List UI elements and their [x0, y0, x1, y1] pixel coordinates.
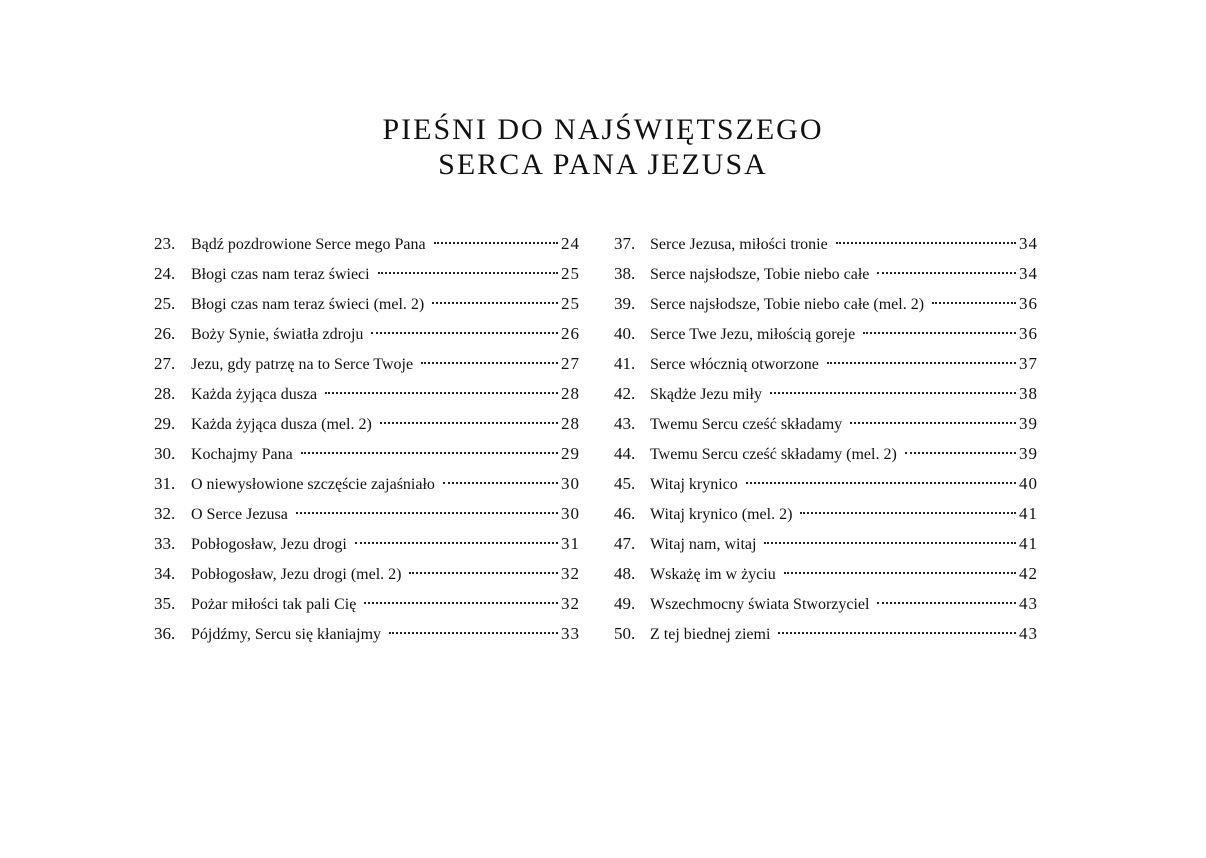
entry-title: Serce Twe Jezu, miłością goreje — [650, 326, 856, 343]
toc-entry — [154, 289, 580, 319]
entry-page: 38 — [1019, 384, 1038, 403]
toc-entry — [614, 619, 1038, 649]
dot-leader — [434, 242, 558, 244]
entry-title: Pożar miłości tak pali Cię — [191, 596, 357, 613]
dot-leader — [378, 272, 558, 274]
entry-title: Serce najsłodsze, Tobie niebo całe (mel. 2) — [650, 296, 925, 313]
entry-page: 41 — [1019, 504, 1038, 523]
entry-page: 29 — [561, 444, 580, 463]
entry-number: 39. — [614, 294, 636, 313]
dot-leader — [800, 512, 1016, 514]
dot-leader — [877, 602, 1016, 604]
entry-title: Każda żyjąca dusza — [191, 386, 318, 403]
dot-leader — [778, 632, 1016, 634]
entry-number: 27. — [154, 354, 176, 373]
toc-entry — [614, 499, 1038, 529]
page-title-line-1: PIEŚNI DO NAJŚWIĘTSZEGO — [382, 113, 824, 146]
entry-number: 30. — [154, 444, 176, 463]
entry-page: 43 — [1019, 594, 1038, 613]
entry-page: 32 — [561, 594, 580, 613]
entry-title: Wszechmocny świata Stworzyciel — [650, 596, 870, 613]
toc-entry — [154, 349, 580, 379]
entry-page: 36 — [1019, 294, 1038, 313]
page-title-line-2: SERCA PANA JEZUSA — [438, 148, 768, 181]
toc-entry — [614, 589, 1038, 619]
entry-number: 42. — [614, 384, 636, 403]
entry-title: Jezu, gdy patrzę na to Serce Twoje — [191, 356, 414, 373]
entry-page: 34 — [1019, 264, 1038, 283]
dot-leader — [409, 572, 558, 574]
toc-entry — [154, 259, 580, 289]
entry-number: 36. — [154, 624, 176, 643]
dot-leader — [325, 392, 558, 394]
entry-number: 40. — [614, 324, 636, 343]
entry-title: Z tej biednej ziemi — [650, 626, 771, 643]
toc-entry — [154, 559, 580, 589]
entry-page: 28 — [561, 384, 580, 403]
entry-page: 33 — [561, 624, 580, 643]
entry-page: 31 — [561, 534, 580, 553]
entry-page: 24 — [561, 234, 580, 253]
entry-page: 27 — [561, 354, 580, 373]
entry-title: Twemu Sercu cześć składamy (mel. 2) — [650, 446, 897, 463]
toc-entry — [614, 559, 1038, 589]
entry-number: 43. — [614, 414, 636, 433]
toc-entry — [614, 379, 1038, 409]
dot-leader — [850, 422, 1016, 424]
entry-page: 40 — [1019, 474, 1038, 493]
dot-leader — [301, 452, 558, 454]
toc-entry — [614, 229, 1038, 259]
toc-entry — [154, 229, 580, 259]
toc-right-column — [614, 229, 1038, 649]
toc-entry — [154, 439, 580, 469]
entry-page: 36 — [1019, 324, 1038, 343]
entry-title: Pobłogosław, Jezu drogi (mel. 2) — [191, 566, 402, 583]
entry-page: 28 — [561, 414, 580, 433]
entry-title: Witaj krynico — [650, 476, 738, 493]
entry-number: 32. — [154, 504, 176, 523]
entry-number: 50. — [614, 624, 636, 643]
entry-number: 47. — [614, 534, 636, 553]
toc-entry — [614, 259, 1038, 289]
entry-number: 31. — [154, 474, 176, 493]
entry-number: 48. — [614, 564, 636, 583]
toc-entry — [154, 529, 580, 559]
entry-title: Witaj krynico (mel. 2) — [650, 506, 793, 523]
dot-leader — [764, 542, 1016, 544]
toc-entry — [154, 499, 580, 529]
entry-number: 25. — [154, 294, 176, 313]
dot-leader — [863, 332, 1016, 334]
entry-title: Serce Jezusa, miłości tronie — [650, 236, 828, 253]
dot-leader — [443, 482, 558, 484]
entry-page: 39 — [1019, 414, 1038, 433]
dot-leader — [784, 572, 1016, 574]
entry-number: 38. — [614, 264, 636, 283]
toc-entry — [614, 529, 1038, 559]
entry-title: Boży Synie, światła zdroju — [191, 326, 364, 343]
toc-entry — [154, 319, 580, 349]
entry-number: 44. — [614, 444, 636, 463]
entry-number: 35. — [154, 594, 176, 613]
toc-entry — [614, 409, 1038, 439]
entry-number: 33. — [154, 534, 176, 553]
entry-number: 23. — [154, 234, 176, 253]
entry-page: 41 — [1019, 534, 1038, 553]
entry-title: Błogi czas nam teraz świeci (mel. 2) — [191, 296, 425, 313]
entry-number: 26. — [154, 324, 176, 343]
dot-leader — [827, 362, 1016, 364]
toc-entry — [614, 289, 1038, 319]
entry-title: Pobłogosław, Jezu drogi — [191, 536, 347, 553]
entry-number: 24. — [154, 264, 176, 283]
entry-page: 32 — [561, 564, 580, 583]
entry-page: 30 — [561, 474, 580, 493]
toc-entry — [154, 469, 580, 499]
entry-title: Każda żyjąca dusza (mel. 2) — [191, 416, 372, 433]
dot-leader — [877, 272, 1016, 274]
entry-title: Kochajmy Pana — [191, 446, 293, 463]
entry-page: 30 — [561, 504, 580, 523]
entry-title: Skądże Jezu miły — [650, 386, 762, 403]
entry-title: Bądź pozdrowione Serce mego Pana — [191, 236, 426, 253]
dot-leader — [421, 362, 558, 364]
entry-title: Wskażę im w życiu — [650, 566, 776, 583]
entry-title: O niewysłowione szczęście zajaśniało — [191, 476, 435, 493]
toc-entry — [614, 349, 1038, 379]
dot-leader — [364, 602, 558, 604]
entry-page: 25 — [561, 294, 580, 313]
dot-leader — [371, 332, 558, 334]
entry-title: Pójdźmy, Sercu się kłaniajmy — [191, 626, 382, 643]
toc-entry — [614, 319, 1038, 349]
dot-leader — [355, 542, 558, 544]
entry-page: 39 — [1019, 444, 1038, 463]
entry-number: 28. — [154, 384, 176, 403]
entry-page: 43 — [1019, 624, 1038, 643]
entry-title: Serce włócznią otworzone — [650, 356, 819, 373]
entry-number: 45. — [614, 474, 636, 493]
toc-entry — [154, 589, 580, 619]
entry-page: 37 — [1019, 354, 1038, 373]
entry-number: 37. — [614, 234, 636, 253]
dot-leader — [380, 422, 558, 424]
dot-leader — [770, 392, 1016, 394]
entry-page: 25 — [561, 264, 580, 283]
toc-entry — [154, 619, 580, 649]
entry-number: 46. — [614, 504, 636, 523]
dot-leader — [389, 632, 558, 634]
entry-page: 42 — [1019, 564, 1038, 583]
dot-leader — [746, 482, 1016, 484]
entry-title: Serce najsłodsze, Tobie niebo całe — [650, 266, 870, 283]
dot-leader — [932, 302, 1016, 304]
toc-entry — [614, 439, 1038, 469]
entry-number: 49. — [614, 594, 636, 613]
toc-entry — [614, 469, 1038, 499]
dot-leader — [432, 302, 558, 304]
entry-title: Twemu Sercu cześć składamy — [650, 416, 843, 433]
dot-leader — [905, 452, 1016, 454]
entry-title: Witaj nam, witaj — [650, 536, 757, 553]
toc-left-column — [154, 229, 580, 649]
entry-number: 41. — [614, 354, 636, 373]
dot-leader — [296, 512, 558, 514]
entry-number: 29. — [154, 414, 176, 433]
dot-leader — [836, 242, 1016, 244]
entry-title: O Serce Jezusa — [191, 506, 288, 523]
entry-page: 26 — [561, 324, 580, 343]
toc-entry — [154, 379, 580, 409]
entry-page: 34 — [1019, 234, 1038, 253]
entry-title: Błogi czas nam teraz świeci — [191, 266, 370, 283]
toc-entry — [154, 409, 580, 439]
entry-number: 34. — [154, 564, 176, 583]
